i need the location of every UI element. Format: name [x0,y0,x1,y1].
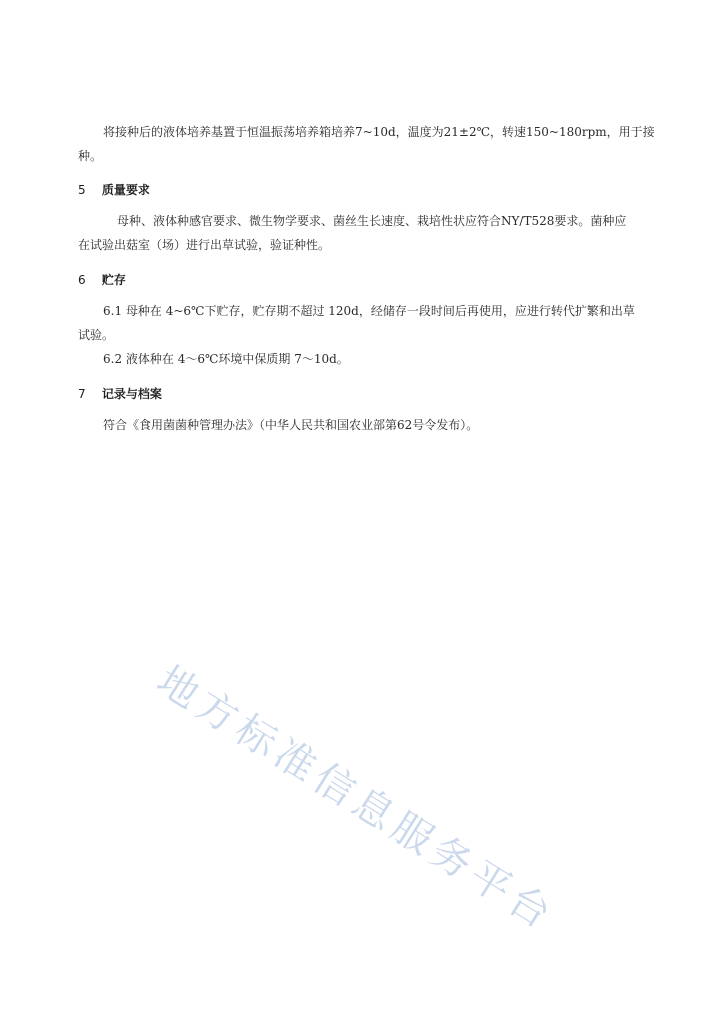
watermark: 地方标准信息服务平台 [148,657,564,941]
section4-paragraph-line2: 种。 [78,149,103,163]
section5-title: 质量要求 [101,183,150,197]
section7-heading [78,386,162,402]
section7-number: 7 [78,387,86,401]
section6-heading [78,272,126,288]
section6-title: 贮存 [101,273,126,287]
section4-paragraph-line1: 将接种后的液体培养基置于恒温振荡培养箱培养7~10d，温度为21±2℃，转速150~180rpm，用于接 [103,125,655,139]
section5-heading [78,182,150,198]
section7-title: 记录与档案 [101,387,162,401]
section6-item1-line2: 试验。 [78,328,115,342]
section7-paragraph-line1: 符合《食用菌菌种管理办法》（中华人民共和国农业部第62号令发布）。 [103,418,479,432]
section5-number: 5 [78,183,86,197]
section5-paragraph-line1: 母种、液体种感官要求、微生物学要求、菌丝生长速度、栽培性状应符合NY/T528要求。菌种应 [117,214,627,228]
section6-item2: 6.2 液体种在 4～6℃环境中保质期 7～10d。 [103,352,349,366]
section6-number: 6 [78,273,86,287]
section6-item1-line1: 6.1 母种在 4~6℃下贮存，贮存期不超过 120d，经储存一段时间后再使用，应进行转代扩繁和出草 [103,304,635,318]
section5-paragraph-line2: 在试验出菇室（场）进行出草试验，验证种性。 [78,238,331,252]
